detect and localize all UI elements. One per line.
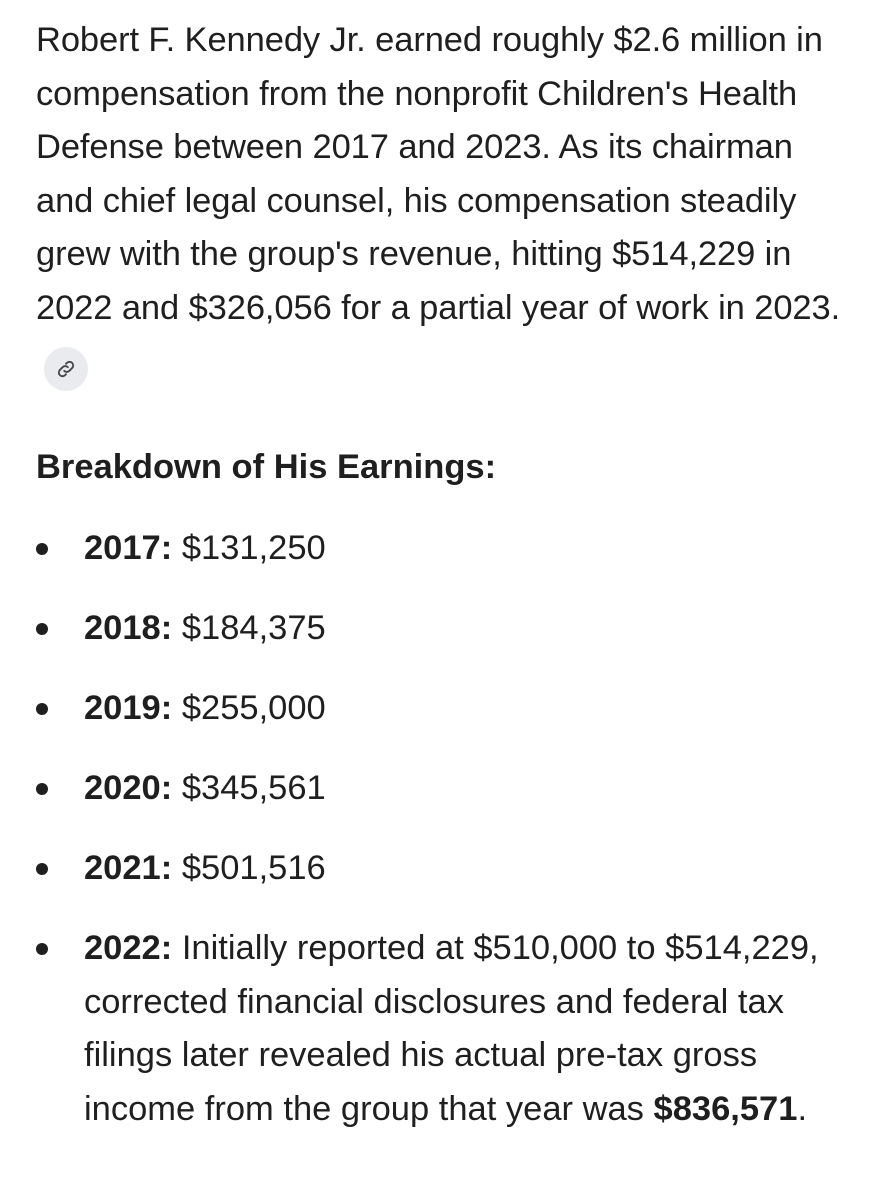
year-label: 2018: — [84, 609, 173, 647]
amount-value: $345,561 — [181, 769, 326, 807]
bullet-icon — [36, 943, 48, 955]
year-label: 2017: — [84, 529, 173, 567]
amount-value: $255,000 — [181, 689, 326, 727]
list-item — [36, 602, 845, 656]
list-item — [36, 522, 845, 576]
intro-paragraph — [36, 14, 845, 391]
bullet-icon — [36, 543, 48, 555]
intro-text: Robert F. Kennedy Jr. earned roughly $2.6 million in compensation from the nonprofit Children's Health Defense between 2017 and 2023. As its chairman and chief legal counsel, his compensation steadily grew with the group's revenue, hitting $514,229 in 2022 and $326,056 for a partial year of work in 2023. — [36, 21, 841, 327]
bullet-icon — [36, 783, 48, 795]
list-item — [36, 762, 845, 816]
earnings-list — [36, 522, 845, 1136]
amount-value: $501,516 — [181, 849, 326, 887]
bullet-icon — [36, 703, 48, 715]
bullet-icon — [36, 623, 48, 635]
list-item — [36, 682, 845, 736]
final-amount: $836,571 — [653, 1089, 798, 1128]
final-punctuation: . — [797, 1089, 808, 1128]
year-label: 2019: — [84, 689, 173, 727]
year-label: 2021: — [84, 849, 173, 887]
year-label: 2022: — [84, 929, 173, 967]
list-item — [36, 922, 845, 1136]
amount-value: $184,375 — [181, 609, 326, 647]
amount-value: $131,250 — [181, 529, 326, 567]
link-icon — [55, 358, 77, 380]
list-item — [36, 842, 845, 896]
description-text: Initially reported at $510,000 to $514,229, corrected financial disclosures and federal tax filings later revealed his actual pre-tax gross income from the group that year was — [84, 929, 819, 1128]
section-heading: Breakdown of His Earnings: — [36, 448, 497, 486]
bullet-icon — [36, 863, 48, 875]
year-label: 2020: — [84, 769, 173, 807]
source-link-chip[interactable] — [44, 347, 88, 391]
